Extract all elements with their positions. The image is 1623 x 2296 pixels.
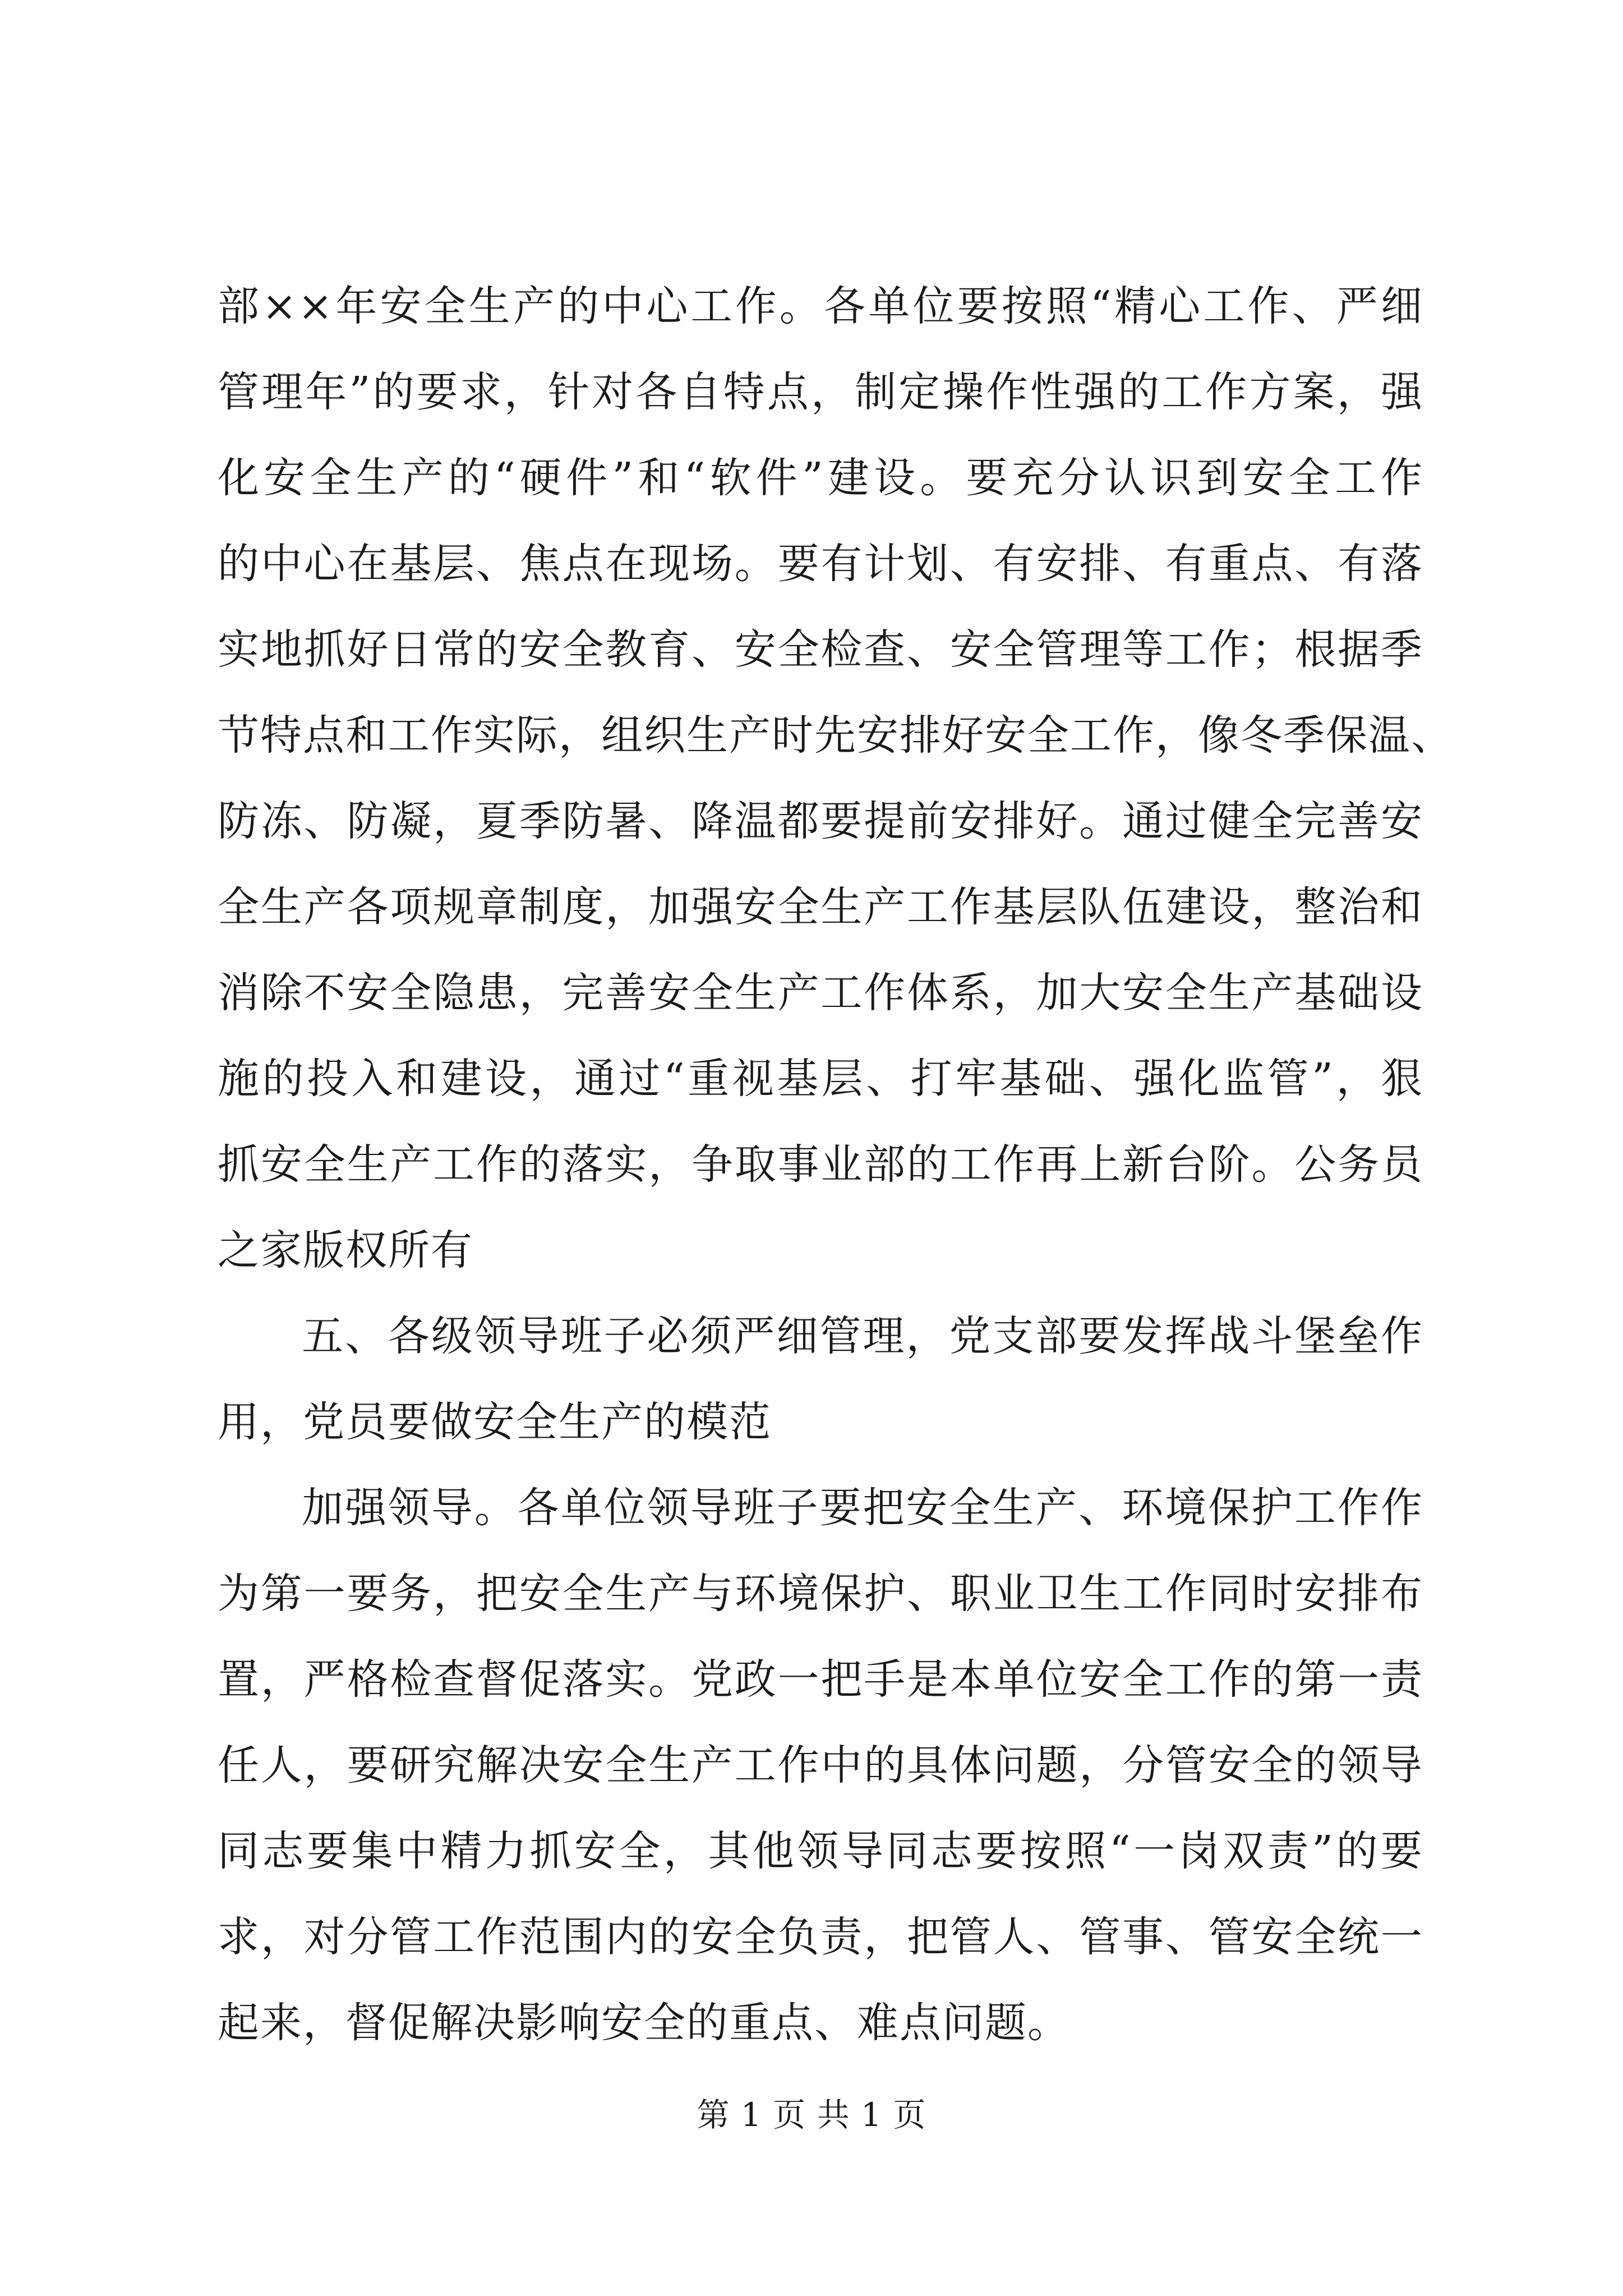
text-line: 加强领导。各单位领导班子要把安全生产、环境保护工作作	[302, 1484, 1423, 1532]
text-line: 同志要集中精力抓安全，其他领导同志要按照“一岗双责”的要	[218, 1827, 1423, 1875]
text-line: 置，严格检查督促落实。党政一把手是本单位安全工作的第一责	[218, 1655, 1423, 1704]
text-line: 为第一要务，把安全生产与环境保护、职业卫生工作同时安排布	[218, 1570, 1423, 1618]
section-heading-line: 五、各级领导班子必须严细管理，党支部要发挥战斗堡垒作	[302, 1312, 1423, 1360]
page-footer	[0, 2092, 1623, 2137]
text-line: 之家版权所有	[218, 1226, 473, 1274]
text-line: 实地抓好日常的安全教育、安全检查、安全管理等工作；根据季	[218, 625, 1423, 674]
text-line: 施的投入和建设，通过“重视基层、打牢基础、强化监管”，狠	[218, 1055, 1423, 1103]
section-heading-line: 用，党员要做安全生产的模范	[218, 1398, 772, 1446]
text-line: 防冻、防凝，夏季防暑、降温都要提前安排好。通过健全完善安	[218, 797, 1423, 845]
text-line: 部××年安全生产的中心工作。各单位要按照“精心工作、严细	[218, 282, 1423, 330]
text-line: 管理年”的要求，针对各自特点，制定操作性强的工作方案，强	[218, 368, 1423, 416]
text-line: 抓安全生产工作的落实，争取事业部的工作再上新台阶。公务员	[218, 1140, 1423, 1189]
text-line: 化安全生产的“硬件”和“软件”建设。要充分认识到安全工作	[218, 454, 1423, 502]
text-line: 节特点和工作实际，组织生产时先安排好安全工作，像冬季保温、	[218, 711, 1454, 760]
document-body	[218, 264, 1454, 2066]
text-line: 起来，督促解决影响安全的重点、难点问题。	[218, 1999, 1070, 2047]
text-line: 任人，要研究解决安全生产工作中的具体问题，分管安全的领导	[218, 1741, 1423, 1789]
text-line: 求，对分管工作范围内的安全负责，把管人、管事、管安全统一	[218, 1913, 1423, 1961]
page-number-label: 第 1 页 共 1 页	[697, 2096, 926, 2134]
text-line: 全生产各项规章制度，加强安全生产工作基层队伍建设，整治和	[218, 883, 1423, 931]
text-line: 消除不安全隐患，完善安全生产工作体系，加大安全生产基础设	[218, 969, 1423, 1017]
text-line: 的中心在基层、焦点在现场。要有计划、有安排、有重点、有落	[218, 540, 1423, 588]
